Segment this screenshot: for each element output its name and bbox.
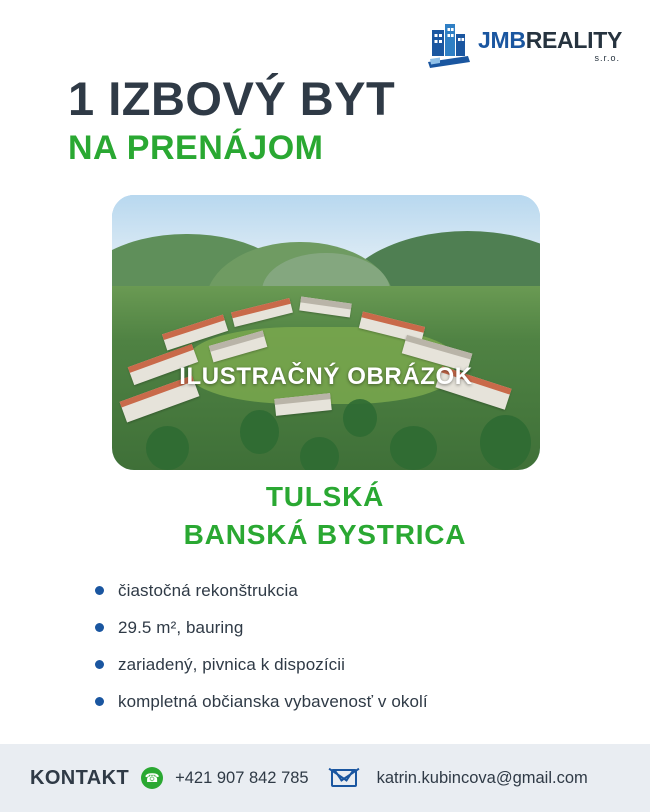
location-street: TULSKÁ	[265, 481, 385, 512]
page-subtitle: NA PRENÁJOM	[68, 129, 324, 168]
aerial-housing-estate-photo	[112, 195, 540, 470]
bullet-dot-icon	[95, 586, 104, 595]
feature-text: čiastočná rekonštrukcia	[118, 580, 298, 600]
property-location	[0, 478, 650, 554]
page-title: 1 IZBOVÝ BYT	[68, 72, 396, 125]
photo-tree	[343, 399, 377, 438]
contact-label: KONTAKT	[30, 766, 130, 789]
feature-text: 29.5 m², bauring	[118, 617, 244, 637]
bullet-dot-icon	[95, 623, 104, 632]
contact-footer	[0, 744, 650, 812]
bullet-dot-icon	[95, 660, 104, 669]
photo-tree	[240, 410, 279, 454]
feature-text: zariadený, pivnica k dispozícii	[118, 654, 346, 674]
list-item	[95, 646, 595, 683]
feature-list	[95, 572, 595, 720]
photo-tree	[146, 426, 189, 470]
list-item	[95, 683, 595, 720]
photo-tree	[300, 437, 339, 470]
building-logo-icon	[428, 22, 472, 70]
feature-text: kompletná občianska vybavenosť v okolí	[118, 691, 428, 711]
logo-name-primary: JMB	[478, 27, 526, 53]
contact-email[interactable]: katrin.kubincova@gmail.com	[376, 768, 588, 787]
brand-logo	[428, 22, 622, 70]
location-city: BANSKÁ BYSTRICA	[183, 518, 467, 550]
photo-caption: ILUSTRAČNÝ OBRÁZOK	[179, 362, 473, 390]
phone-icon: ☎	[141, 767, 163, 789]
envelope-icon	[331, 769, 357, 787]
list-item	[95, 572, 595, 609]
logo-name-secondary: REALITY	[525, 27, 622, 53]
headline-block	[68, 74, 395, 168]
bullet-dot-icon	[95, 697, 104, 706]
contact-phone[interactable]: +421 907 842 785	[175, 768, 309, 787]
photo-tree	[480, 415, 531, 470]
photo-tree	[390, 426, 437, 470]
list-item	[95, 609, 595, 646]
logo-suffix: s.r.o.	[594, 53, 620, 63]
